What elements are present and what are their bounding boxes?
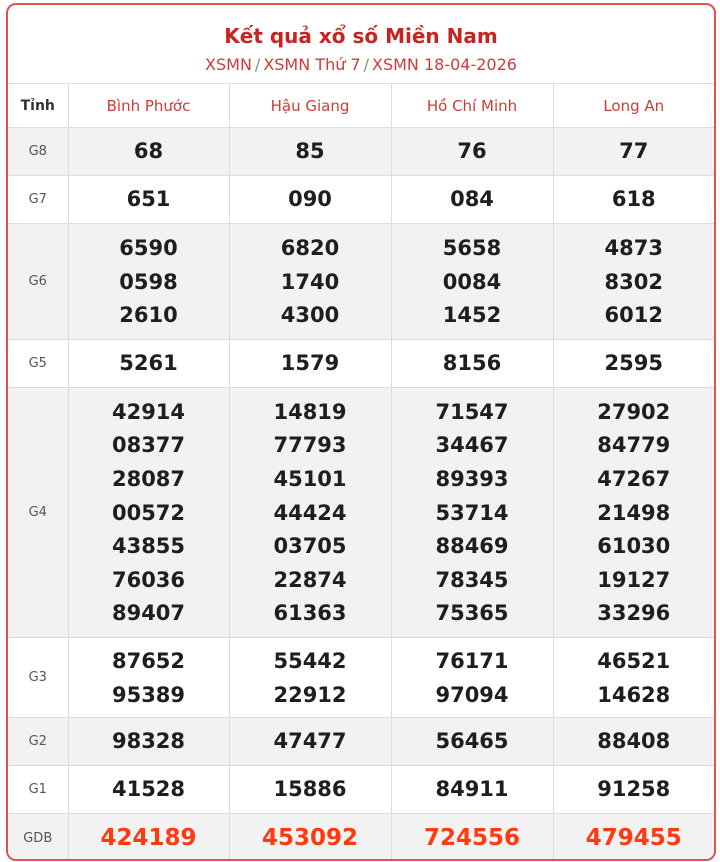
- prize-number: 34467: [435, 433, 509, 458]
- prize-number: 2595: [604, 350, 663, 375]
- prize-number: 47477: [273, 729, 347, 754]
- prize-number: 84911: [435, 777, 509, 802]
- prize-label: GDB: [8, 814, 68, 861]
- breadcrumb-separator: /: [363, 55, 369, 74]
- prize-number: 08377: [111, 433, 186, 458]
- prize-row-g3: [8, 637, 714, 717]
- prize-cell: [391, 339, 553, 387]
- prize-number: 97094: [435, 682, 509, 707]
- prize-number: 5658: [442, 236, 502, 260]
- results-table: [8, 84, 714, 861]
- column-header-province: Tỉnh: [8, 84, 68, 128]
- prize-number: 47267: [597, 466, 671, 491]
- prize-label: G7: [8, 176, 68, 224]
- prize-number: 89393: [435, 466, 509, 491]
- prize-cell: [391, 176, 553, 224]
- special-prize-number: 479455: [585, 825, 682, 852]
- breadcrumb-link-xsmn[interactable]: XSMN: [205, 55, 252, 74]
- province-link[interactable]: Hậu Giang: [229, 84, 391, 128]
- prize-number: 46521: [597, 648, 671, 673]
- prize-cell: [229, 814, 391, 861]
- prize-number: 87652: [111, 648, 186, 673]
- prize-number: 77: [619, 139, 649, 163]
- prize-row-g1: [8, 766, 714, 814]
- prize-number: 6012: [604, 303, 663, 328]
- prize-number: 43855: [111, 534, 186, 559]
- prize-cell: [229, 128, 391, 176]
- prize-number: 95389: [111, 682, 186, 707]
- results-header: [8, 5, 714, 84]
- prize-number: 84779: [597, 433, 671, 458]
- prize-cell: [391, 224, 553, 340]
- prize-number: 76171: [435, 648, 509, 673]
- prize-number: 0084: [442, 269, 502, 294]
- prize-cell: [229, 766, 391, 814]
- prize-number: 76: [457, 139, 487, 163]
- prize-number: 75365: [435, 601, 509, 626]
- breadcrumb: [8, 55, 714, 75]
- prize-number: 00572: [111, 500, 186, 525]
- breadcrumb-link-xsmn-thu-7[interactable]: XSMN Thứ 7: [263, 55, 361, 74]
- prize-row-g5: [8, 339, 714, 387]
- prize-number: 22912: [273, 682, 347, 707]
- prize-label: G5: [8, 339, 68, 387]
- prize-cell: [391, 637, 553, 717]
- prize-cell: [68, 718, 229, 766]
- prize-cell: [391, 128, 553, 176]
- prize-cell: [553, 718, 714, 766]
- prize-row-g4: [8, 387, 714, 637]
- prize-label: G8: [8, 128, 68, 176]
- prize-number: 44424: [273, 500, 347, 525]
- prize-number: 4873: [604, 236, 663, 260]
- prize-number: 91258: [597, 777, 671, 802]
- prize-number: 2610: [119, 303, 178, 328]
- prize-number: 88469: [435, 534, 509, 559]
- prize-label: G4: [8, 387, 68, 637]
- prize-number: 45101: [273, 466, 347, 491]
- prize-number: 1452: [442, 303, 502, 328]
- prize-number: 8302: [604, 269, 663, 294]
- prize-cell: [553, 387, 714, 637]
- prize-number: 61030: [597, 534, 671, 559]
- prize-number: 85: [295, 139, 325, 163]
- prize-number: 55442: [273, 648, 347, 673]
- prize-cell: [391, 814, 553, 861]
- prize-number: 98328: [111, 729, 186, 754]
- prize-number: 41528: [111, 777, 186, 802]
- prize-number: 77793: [273, 433, 347, 458]
- province-link[interactable]: Long An: [553, 84, 714, 128]
- prize-number: 61363: [273, 601, 347, 626]
- page-title: Kết quả xổ số Miền Nam: [224, 24, 498, 48]
- special-prize-number: 453092: [261, 825, 359, 852]
- prize-number: 53714: [435, 500, 509, 525]
- prize-cell: [391, 766, 553, 814]
- prize-number: 5261: [119, 350, 178, 375]
- prize-number: 090: [288, 187, 332, 211]
- prize-number: 1740: [280, 269, 340, 294]
- special-prize-number: 424189: [100, 825, 197, 852]
- prize-cell: [68, 814, 229, 861]
- prize-row-g7: [8, 176, 714, 224]
- province-link[interactable]: Hồ Chí Minh: [391, 84, 553, 128]
- prize-number: 68: [133, 139, 164, 163]
- prize-label: G1: [8, 766, 68, 814]
- prize-cell: [553, 224, 714, 340]
- prize-label: G6: [8, 224, 68, 340]
- prize-number: 618: [611, 187, 656, 211]
- prize-number: 14628: [597, 682, 671, 707]
- prize-cell: [68, 339, 229, 387]
- prize-cell: [229, 224, 391, 340]
- prize-cell: [553, 128, 714, 176]
- prize-number: 33296: [597, 601, 671, 626]
- prize-cell: [229, 387, 391, 637]
- prize-number: 42914: [111, 399, 186, 424]
- breadcrumb-separator: /: [254, 55, 261, 74]
- prize-number: 651: [126, 187, 171, 211]
- prize-number: 03705: [273, 534, 347, 559]
- prize-cell: [553, 814, 714, 861]
- prize-number: 6820: [280, 236, 340, 260]
- prize-number: 084: [450, 187, 494, 211]
- prize-cell: [68, 387, 229, 637]
- prize-cell: [553, 176, 714, 224]
- prize-number: 4300: [280, 303, 340, 328]
- prize-cell: [229, 637, 391, 717]
- prize-cell: [68, 176, 229, 224]
- prize-number: 89407: [111, 601, 186, 626]
- prize-number: 21498: [597, 500, 671, 525]
- prize-label: G3: [8, 637, 68, 717]
- province-link[interactable]: Bình Phước: [68, 84, 229, 128]
- prize-number: 19127: [597, 567, 671, 592]
- prize-number: 27902: [597, 399, 671, 424]
- prize-cell: [553, 637, 714, 717]
- prize-cell: [391, 387, 553, 637]
- prize-row-g2: [8, 718, 714, 766]
- prize-cell: [68, 766, 229, 814]
- prize-label: G2: [8, 718, 68, 766]
- prize-cell: [391, 718, 553, 766]
- prize-number: 78345: [435, 567, 509, 592]
- prize-number: 6590: [119, 236, 178, 260]
- results-card: [6, 3, 716, 861]
- prize-cell: [229, 339, 391, 387]
- prize-cell: [553, 766, 714, 814]
- prize-number: 76036: [111, 567, 186, 592]
- prize-number: 22874: [273, 567, 347, 592]
- prize-row-g8: [8, 128, 714, 176]
- prize-cell: [553, 339, 714, 387]
- table-header-row: [8, 84, 714, 128]
- prize-cell: [68, 637, 229, 717]
- breadcrumb-link-xsmn-date[interactable]: XSMN 18-04-2026: [372, 55, 517, 74]
- prize-number: 71547: [435, 399, 509, 424]
- prize-number: 8156: [442, 350, 502, 375]
- prize-number: 0598: [119, 269, 178, 294]
- special-prize-number: 724556: [423, 825, 521, 852]
- prize-number: 1579: [280, 350, 340, 375]
- prize-cell: [68, 224, 229, 340]
- prize-row-g6: [8, 224, 714, 340]
- prize-number: 88408: [597, 729, 671, 754]
- prize-row-gdb: [8, 814, 714, 861]
- prize-number: 15886: [273, 777, 347, 802]
- prize-number: 14819: [273, 399, 347, 424]
- prize-cell: [229, 718, 391, 766]
- prize-cell: [229, 176, 391, 224]
- prize-number: 28087: [111, 466, 186, 491]
- prize-cell: [68, 128, 229, 176]
- prize-number: 56465: [435, 729, 509, 754]
